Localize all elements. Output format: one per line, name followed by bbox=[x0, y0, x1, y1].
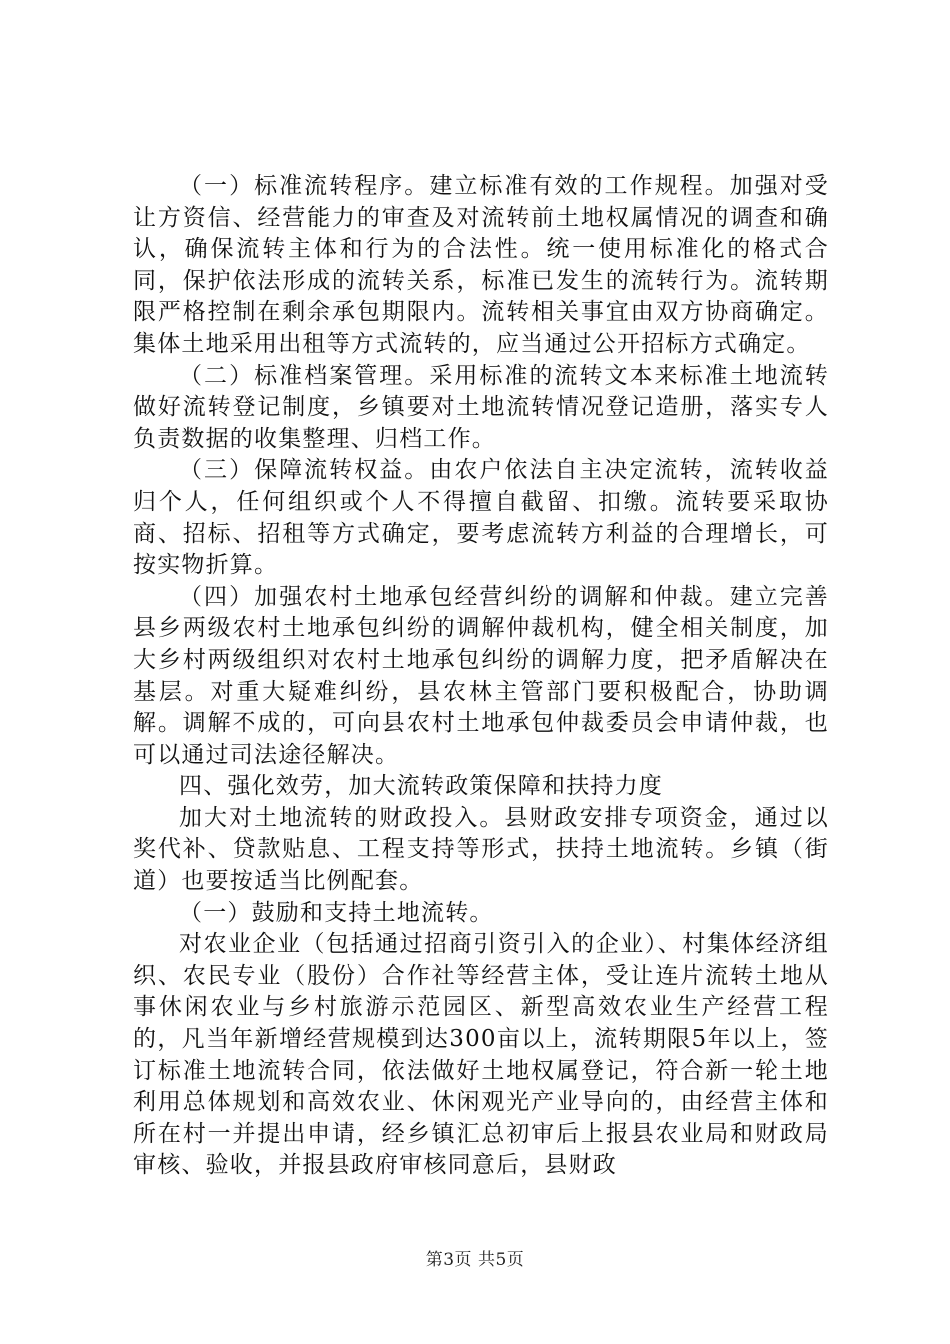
subheading-encourage-transfer: （一）鼓励和支持土地流转。 bbox=[179, 899, 494, 926]
paragraph-financial-investment: 加大对土地流转的财政投入。县财政安排专项资金，通过以奖代补、贷款贴息、工程支持等形式，扶持土地流转。乡镇（街道）也要按适当比例配套。 bbox=[133, 804, 829, 895]
paragraph-standard-procedure: （一）标准流转程序。建立标准有效的工作规程。加强对受让方资信、经营能力的审查及对流转前土地权属情况的调查和确认，确保流转主体和行为的合法性。统一使用标准化的格式合同，保护依法形成的流转关系，标准已发生的流转行为。流转期限严格控制在剩余承包期限内。流转相关事宜由双方协商确定。集体土地采用出租等方式流转的，应当通过公开招标方式确定。 bbox=[133, 173, 829, 357]
paragraph-archive-management: （二）标准档案管理。采用标准的流转文本来标准土地流转做好流转登记制度，乡镇要对土地流转情况登记造册，落实专人负责数据的收集整理、归档工作。 bbox=[133, 362, 829, 452]
document-body bbox=[133, 171, 829, 1182]
paragraph-dispute-mediation: （四）加强农村土地承包经营纠纷的调解和仲裁。建立完善县乡两级农村土地承包纠纷的调解仲裁机构，健全相关制度，加大乡村两级组织对农村土地承包纠纷的调解力度，把矛盾解决在基层。对重大疑难纠纷，县农林主管部门要积极配合，协助调解。调解不成的，可向县农村土地承包仲裁委员会申请仲裁，也可以通过司法途径解决。 bbox=[133, 583, 829, 768]
paragraph-enterprise-support: 对农业企业（包括通过招商引资引入的企业）、村集体经济组织、农民专业（股份）合作社等经营主体，受让连片流转土地从事休闲农业与乡村旅游示范园区、新型高效农业生产经营工程的，凡当年新增经营规模到达300亩以上，流转期限5年以上，签订标准土地流转合同，依法做好土地权属登记，符合新一轮土地利用总体规划和高效农业、休闲观光产业导向的，由经营主体和所在村一并提出申请，经乡镇汇总初审后上报县农业局和财政局审核、验收，并报县政府审核同意后，县财政 bbox=[133, 931, 829, 1179]
section-heading-policy-support: 四、强化效劳，加大流转政策保障和扶持力度 bbox=[179, 773, 663, 800]
paragraph-transfer-rights: （三）保障流转权益。由农户依法自主决定流转，流转收益归个人，任何组织或个人不得擅自截留、扣缴。流转要采取协商、招标、招租等方式确定，要考虑流转方利益的合理增长，可按实物折算。 bbox=[133, 457, 829, 579]
page-number-footer: 第3页 共5页 bbox=[425, 1250, 525, 1270]
